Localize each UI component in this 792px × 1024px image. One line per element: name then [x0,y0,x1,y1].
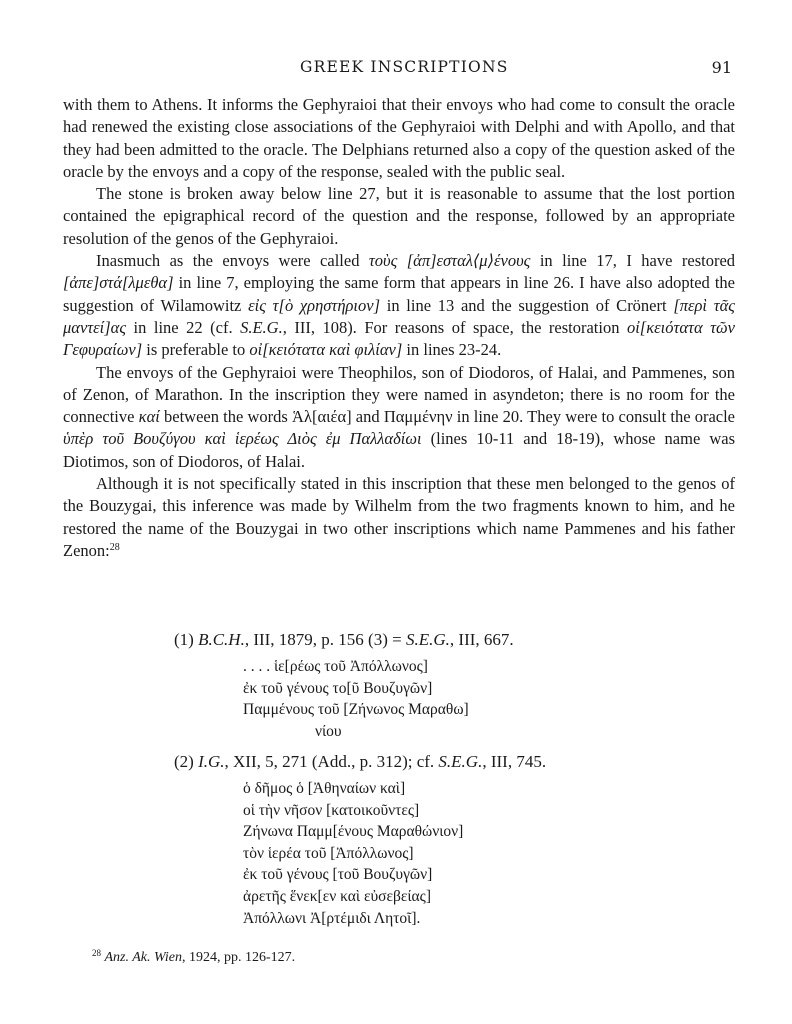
inscription-line: ὁ δῆμος ὁ [Ἀθηναίων καὶ] [243,780,406,797]
inscription-2-mid2: , III, 745. [482,752,547,771]
inscription-line: οἱ τὴν νῆσον [κατοικοῦντες] [243,801,420,819]
footnote-reference: 28 [109,541,120,553]
inscription-line: τὸν ἱερέα τοῦ [Ἀπόλλωνος] [243,844,414,862]
footnote-number: 28 [92,948,101,958]
p3-text-7: is preferable to [142,340,250,360]
p3-text-1: Inasmuch as the envoys were called [96,251,369,271]
inscription-2-heading [174,752,546,772]
paragraph-1: with them to Athens. It informs the Gephyraioi that their envoys who had come to consult the oracle had renewed the existing close associations of the Gephyraioi with Delphi and with Apollo, and that they had been admitted to the oracle. The Delphians returned also a copy of the question asked of the oracle by the envoys and a copy of the response, sealed with the public seal. [63,95,735,181]
greek-kai: καί [138,407,160,427]
greek-restoration-envoys: τοὺς [ἀπ]εσταλ⟨μ⟩ένους [368,251,531,271]
inscription-line: . . . . ἱε[ρέως τοῦ Ἀπόλλωνος] [243,658,428,675]
p3-text-6: , III, 108). For reasons of space, the restoration [282,317,627,337]
greek-halaiea: Ἁλ[αιέα] [292,407,352,427]
inscription-line: νίου [315,722,342,740]
paragraph-3 [63,250,735,361]
inscription-line: Παμμένους τοῦ [Ζήνωνος Μαραθω] [243,701,469,719]
inscription-line: ἀρετῆς ἕνεκ[εν καὶ εὐσεβείας] [243,887,431,905]
p3-text-3: in line 7, employing the same form that appears in line 26. I have also adopted the suggestion of Wilamowitz [63,273,735,315]
running-header [0,58,792,80]
inscription-2-number: (2) [174,752,194,771]
running-title: GREEK INSCRIPTIONS [300,58,509,76]
seg-citation: S.E.G. [240,317,283,337]
inscription-2-ref1: I.G. [198,752,225,771]
p4-text-3: and [351,407,384,427]
footnote [92,950,295,966]
p3-text-5: in line 22 (cf. [126,317,241,337]
inscription-1-ref1: B.C.H. [198,630,245,649]
p3-text-2: in line 17, I have restored [530,251,736,271]
p4-text-4: in line 20. They were to consult the oracle [452,407,736,427]
inscription-1-number: (1) [174,630,194,649]
inscription-2-text [243,778,463,929]
inscription-1-heading [174,630,514,650]
inscription-line: Ἀπόλλωνι Ἀ[ρτέμιδι Λητοῖ]. [243,909,421,927]
footnote-detail: , 1924, pp. 126-127. [182,950,296,965]
p3-text-4: in line 13 and the suggestion of Crönert [380,295,674,315]
p4-text-1: The envoys of the Gephyraioi were Theophilos, son of Diodoros, of Halai, and Pammenes, son of Zenon, of Marathon. In the inscription they were named in asyndeton; there is no room for the connective [63,362,735,427]
inscription-2-ref2: S.E.G. [438,752,483,771]
inscription-2-mid1: , XII, 5, 271 (Add., p. 312); cf. [224,752,439,771]
paragraph-5 [63,473,735,562]
greek-restoration-line7: [ἀπε]στά[λμεθα] [63,273,174,293]
page-number: 91 [711,58,732,77]
p3-text-8: in lines 23-24. [402,340,502,360]
inscription-1-text [243,656,469,742]
greek-cronert: [περὶ τᾶς μαντεί]ας [63,295,735,337]
p5-text: Although it is not specifically stated in this inscription that these men belonged to the genos of the Bouzygai, this inference was made by Wilhelm from the two fragments known to him, and he restored the name of the Bouzygai in two other inscriptions which name Pammenes and his father Zenon: [63,474,735,560]
p4-text-5: (lines 10-11 and 18-19), whose name was Diotimos, son of Diodoros, of Halai. [63,429,735,471]
greek-restoration-a: οἰ[κειότατα τῶν Γεφυραίων] [63,317,735,360]
paragraph-2: The stone is broken away below line 27, but it is reasonable to assume that the lost portion contained the epigraphical record of the question and the response, followed by an appropriate resolution of the genos of the Gephyraioi. [63,184,735,248]
body-text [63,94,735,562]
p4-text-2: between the words [159,407,293,427]
footnote-source: Anz. Ak. Wien [104,950,183,965]
inscription-line: ἐκ τοῦ γένους το[ῦ Βουζυγῶν] [243,679,433,697]
greek-restoration-b: οἰ[κειότατα καὶ φιλίαν] [249,340,403,360]
inscription-line: ἐκ τοῦ γένους [τοῦ Βουζυγῶν] [243,866,433,884]
inscription-1-ref2: S.E.G. [405,630,450,649]
paragraph-4 [63,362,735,473]
inscription-line: Ζήνωνα Παμμ[ένους Μαραθώνιον] [243,823,464,841]
inscription-1-mid1: , III, 1879, p. 156 (3) = [244,630,406,649]
greek-pammenen: Παμμένην [383,407,453,427]
greek-wilamowitz: εἰς τ[ὸ χρηστήριον] [248,295,381,315]
greek-oracle-phrase: ὑπὲρ τοῦ Βουζύγου καὶ ἱερέως Διὸς ἐμ Παλλαδίωι [63,429,422,449]
inscription-1-mid2: , III, 667. [449,630,514,649]
